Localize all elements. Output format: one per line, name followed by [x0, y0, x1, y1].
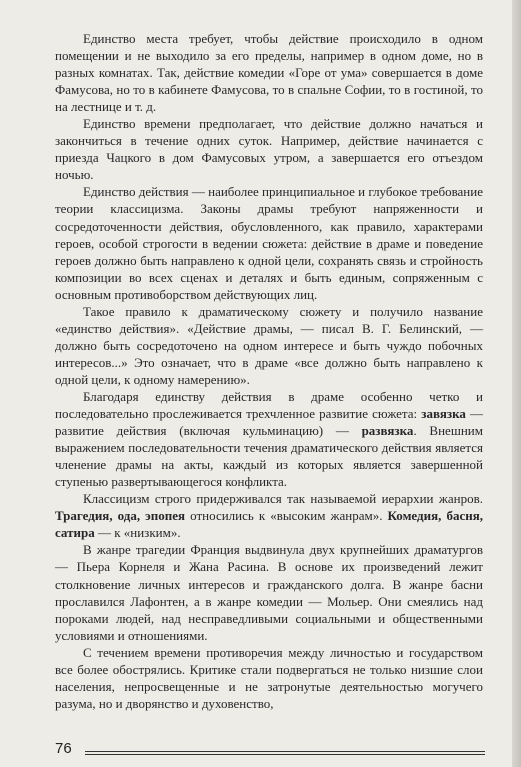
paragraph-unity-of-action: Единство действия — наиболее принципиальное и глубокое требование теории классицизма. Законы драмы требуют напряженности и сосредоточенности действия, обусловленного, как правило, характерами героев, особой строгости в ведении сюжета: действие в драме и поведение героев должно быть направлено к одной цели, сохранять связь и стройность композиции во всех сценах и деталях и быть единым, сопряженным с основным противоборством действующих лиц.	[55, 184, 483, 302]
paragraph-belinsky-quote: Такое правило к драматическому сюжету и получило название «единство действия». «Действие драмы, — писал В. Г. Белинский, — должно быть сосредоточено на одном интересе и быть чуждо побочных интересов...» Это означает, что в драме «все должно быть направлено к одной цели, к одному намерению».	[55, 303, 483, 387]
term-low-genres: Комедия, басня, сатира	[55, 508, 483, 541]
text-run: — к «низким».	[94, 525, 181, 541]
page-footer	[55, 740, 485, 760]
term-razvyazka: развязка	[361, 423, 414, 439]
text-run: Классицизм строго придерживался так называемой иерархии жанров.	[83, 491, 483, 507]
paragraph-plot-structure	[55, 388, 483, 490]
text-run: . Внешним выражением последовательности течения драматического действия является членение драмы на акты, каждый из которых является завершенной ступенью развертывающегося конфликта.	[55, 423, 483, 490]
paragraph-contradictions: С течением времени противоречия между личностью и государством все более обострялись. Критике стали подвергаться не только низшие слои населения, непросвещенные и не затронутые деятельностью могучего разума, но и дворянство и духовенство,	[55, 644, 483, 711]
paragraph-unity-of-time: Единство времени предполагает, что действие должно начаться и закончиться в течение одних суток. Например, действие начинается с приезда Чацкого в дом Фамусовых утром, а завершается его отъездом ночью.	[55, 116, 483, 183]
paragraph-unity-of-place: Единство места требует, чтобы действие происходило в одном помещении и не выходило за его пределы, например в одном доме, но в разных комнатах. Так, действие комедии «Горе от ума» совершается в доме Фамусова, но то в кабинете Фамусова, то в спальне Софии, то в гостиной, то на лестнице и т. д.	[55, 31, 483, 115]
paragraph-genre-hierarchy	[55, 490, 483, 541]
term-high-genres: Трагедия, ода, эпопея	[55, 508, 186, 524]
text-run: — развитие действия (включая кульминацию) —	[55, 406, 483, 439]
term-zavyazka: завязка	[421, 406, 466, 422]
page-number: 76	[55, 740, 72, 757]
body-text	[55, 30, 483, 712]
text-run: Благодаря единству действия в драме особенно четко и последовательно прослеживается трехчленное развитие сюжета:	[55, 388, 483, 422]
text-run: относились к «высоким жанрам».	[185, 508, 388, 524]
footer-rule	[85, 751, 485, 755]
page-edge	[512, 0, 521, 767]
paragraph-french-dramatists: В жанре трагедии Франция выдвинула двух крупнейших драматургов — Пьера Корнеля и Жана Расина. В основе их произведений лежит столкновение личных интересов и гражданского долга. В жанре басни прославился Лафонтен, а в жанре комедии — Мольер. Они смеялись над пороками людей, над несправедливыми социальными и общественными условиями и отношениями.	[55, 542, 483, 643]
